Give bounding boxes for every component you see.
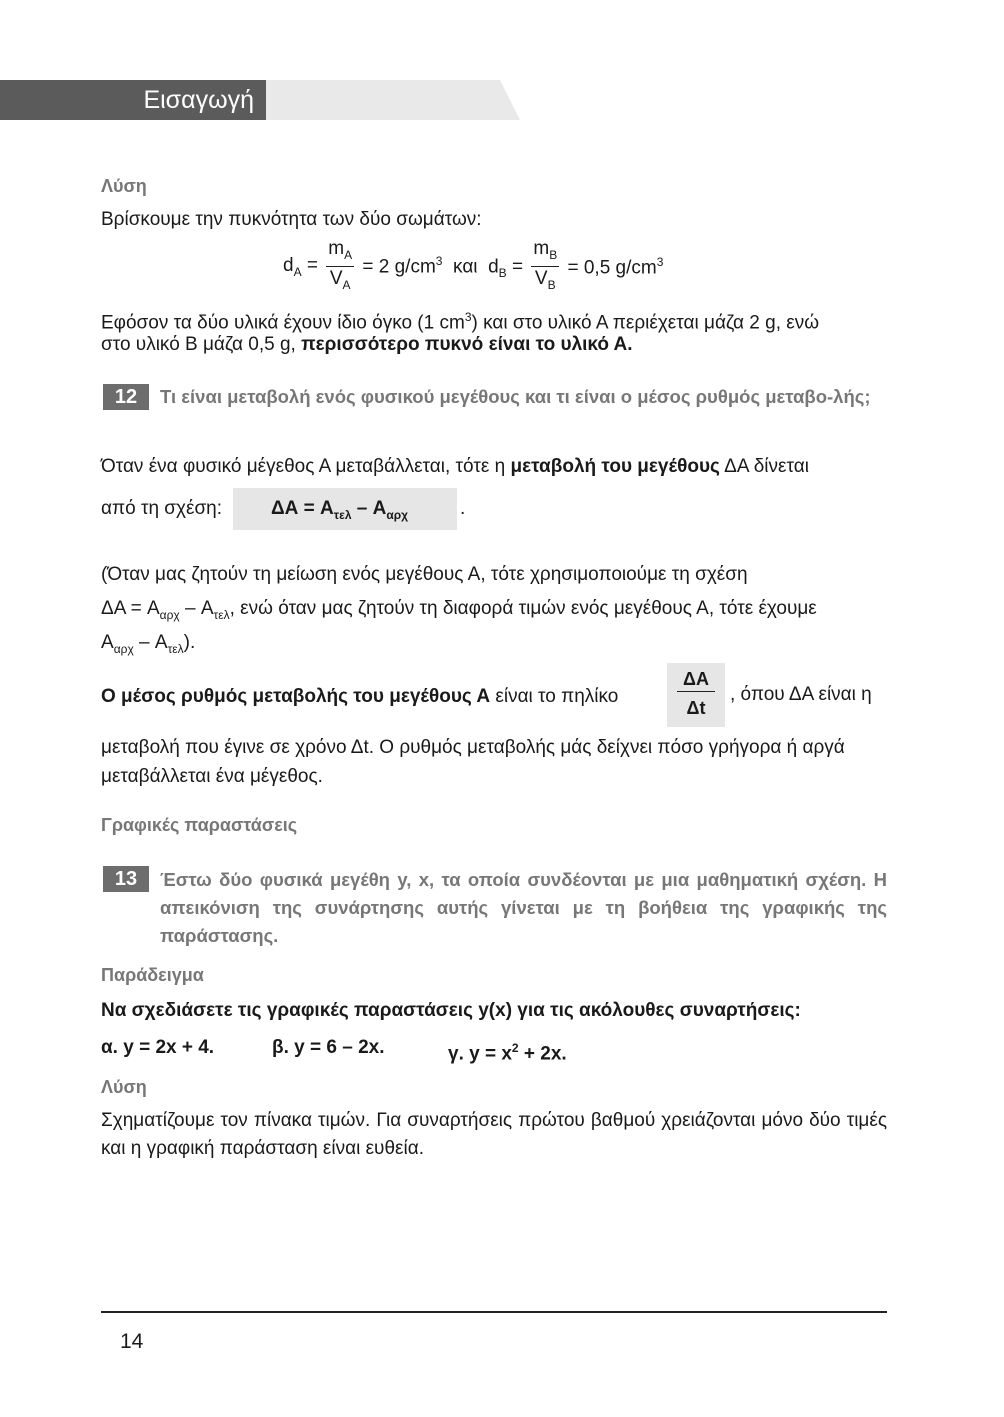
eq-sub: A: [342, 277, 351, 292]
text-run: ΔΑ = A: [101, 598, 160, 619]
text-run: στο υλικό Β μάζα 0,5 g,: [101, 334, 302, 355]
eq-sup: 3: [464, 310, 472, 324]
change-formula-box: [233, 488, 457, 530]
formula-text: – A: [351, 498, 387, 519]
eq-sub: A: [344, 247, 353, 262]
term-rate: Ο μέσος ρυθμός μεταβολής του μεγέθους Α: [101, 686, 491, 707]
fraction-b: [531, 238, 559, 297]
text-run: ).: [183, 632, 196, 653]
eq-equals: =: [511, 256, 524, 278]
eq-and: και: [453, 256, 478, 278]
q12-paragraph-5: [101, 629, 195, 663]
text-run: + 2x.: [518, 1043, 567, 1065]
example-item-a: α. y = 2x + 4.: [101, 1037, 215, 1058]
formula-sub: αρχ: [386, 507, 409, 522]
footer-rule: [101, 1311, 887, 1313]
eq-v: V: [534, 267, 548, 289]
eq-m: m: [328, 238, 345, 259]
question-number-12: 12: [103, 384, 149, 410]
q12-line-2: από τη σχέση:: [101, 498, 223, 519]
eq-sub: A: [293, 265, 302, 280]
solution-label: Λύση: [101, 176, 147, 196]
q12-paragraph-6: μεταβολή που έγινε σε χρόνο Δt. Ο ρυθμός μεταβολής μάς δείχνει πόσο γρήγορα ή αργά: [101, 737, 845, 758]
eq-sup: 3: [656, 255, 664, 270]
text-run: Όταν ένα φυσικό μέγεθος Α μεταβάλλεται, τότε η: [101, 456, 511, 477]
density-equation: [283, 238, 663, 294]
solution-label-2: Λύση: [101, 1077, 147, 1097]
solution-2-text: Σχηματίζουμε τον πίνακα τιμών. Για συναρτήσεις πρώτου βαθμού χρειάζονται μόνο δύο τιμές και η γραφική παράσταση είναι ευθεία.: [101, 1110, 887, 1159]
chapter-title: Εισαγωγή: [0, 80, 266, 120]
formula-sub: τελ: [333, 507, 352, 522]
q12-paragraph-4: [101, 595, 887, 629]
eq-m: m: [533, 238, 550, 259]
q12-rate-after: , όπου ΔΑ είναι η: [730, 684, 872, 705]
text-run: ) και στο υλικό Α περιέχεται μάζα 2 g, ενώ: [471, 312, 820, 334]
section-title-graphs: Γραφικές παραστάσεις: [101, 815, 298, 835]
question-12-text: Τι είναι μεταβολή ενός φυσικού μεγέθους και τι είναι ο μέσος ρυθμός μεταβο-λής;: [160, 386, 871, 407]
eq-sub: B: [498, 266, 507, 281]
eq-v: V: [329, 267, 343, 289]
rate-numerator: ΔΑ: [677, 667, 715, 692]
eq-sub: B: [549, 247, 558, 262]
q12-paragraph-7: μεταβάλλεται ένα μέγεθος.: [101, 766, 323, 787]
eq-value-a: = 2 g/cm: [362, 256, 436, 278]
example-item-b: β. y = 6 – 2x.: [272, 1037, 385, 1058]
eq-equals: =: [306, 255, 318, 277]
q12-rate-line: [101, 683, 618, 711]
text-run: γ. y = x: [448, 1043, 512, 1065]
eq-d-b: d: [488, 256, 499, 278]
text-run: – A: [133, 632, 168, 653]
sub-arx: αρχ: [113, 641, 134, 656]
formula-period: .: [460, 498, 466, 519]
sub-tel: τελ: [167, 641, 184, 656]
page-number: 14: [120, 1330, 144, 1353]
q12-paragraph-3: (Όταν μας ζητούν τη μείωση ενός μεγέθους Α, τότε χρησιμοποιούμε τη σχέση: [101, 564, 748, 585]
question-13-text: Έστω δύο φυσικά μεγέθη y, x, τα οποία συνδέονται με μια μαθηματική σχέση. Η απεικόνιση της συνάρτησης αυτής γίνεται με τη βοήθεια της γραφικής της παράστασης.: [160, 869, 887, 946]
formula-text: ΔΑ = A: [271, 498, 334, 519]
example-label: Παράδειγμα: [101, 965, 204, 985]
eq-value-b: = 0,5 g/cm: [567, 257, 657, 279]
sub-arx: αρχ: [159, 607, 180, 622]
rate-denominator: Δt: [686, 698, 706, 718]
text-run: , ενώ όταν μας ζητούν τη διαφορά τιμών ενός μεγέθους Α, τότε έχουμε: [229, 598, 817, 619]
eq-sub: B: [547, 277, 556, 292]
exponent: 2: [511, 1041, 519, 1055]
solution-paragraph-2: [101, 331, 887, 359]
text-run: ΔΑ δίνεται: [719, 456, 809, 477]
sub-tel: τελ: [213, 607, 230, 622]
text-run: A: [101, 632, 114, 653]
eq-d-a: d: [283, 255, 294, 277]
example-task: Να σχεδιάσετε τις γραφικές παραστάσεις y(x) για τις ακόλουθες συναρτήσεις:: [101, 1000, 801, 1021]
solution-conclusion: περισσότερο πυκνό είναι το υλικό Α.: [301, 334, 633, 355]
question-number-13: 13: [103, 866, 149, 892]
text-run: Εφόσον τα δύο υλικά έχουν ίδιο όγκο (1 cm: [101, 312, 465, 334]
example-item-c: [448, 1034, 567, 1068]
rate-fraction-box: [667, 663, 725, 727]
text-run: είναι το πηλίκο: [490, 686, 619, 707]
eq-sup: 3: [435, 254, 443, 269]
fraction-a: [326, 238, 354, 297]
q12-line-1: [101, 453, 887, 481]
solution-intro: Βρίσκουμε την πυκνότητα των δύο σωμάτων:: [101, 209, 482, 230]
term-change: μεταβολή του μεγέθους: [510, 456, 720, 477]
text-run: – A: [179, 598, 214, 619]
